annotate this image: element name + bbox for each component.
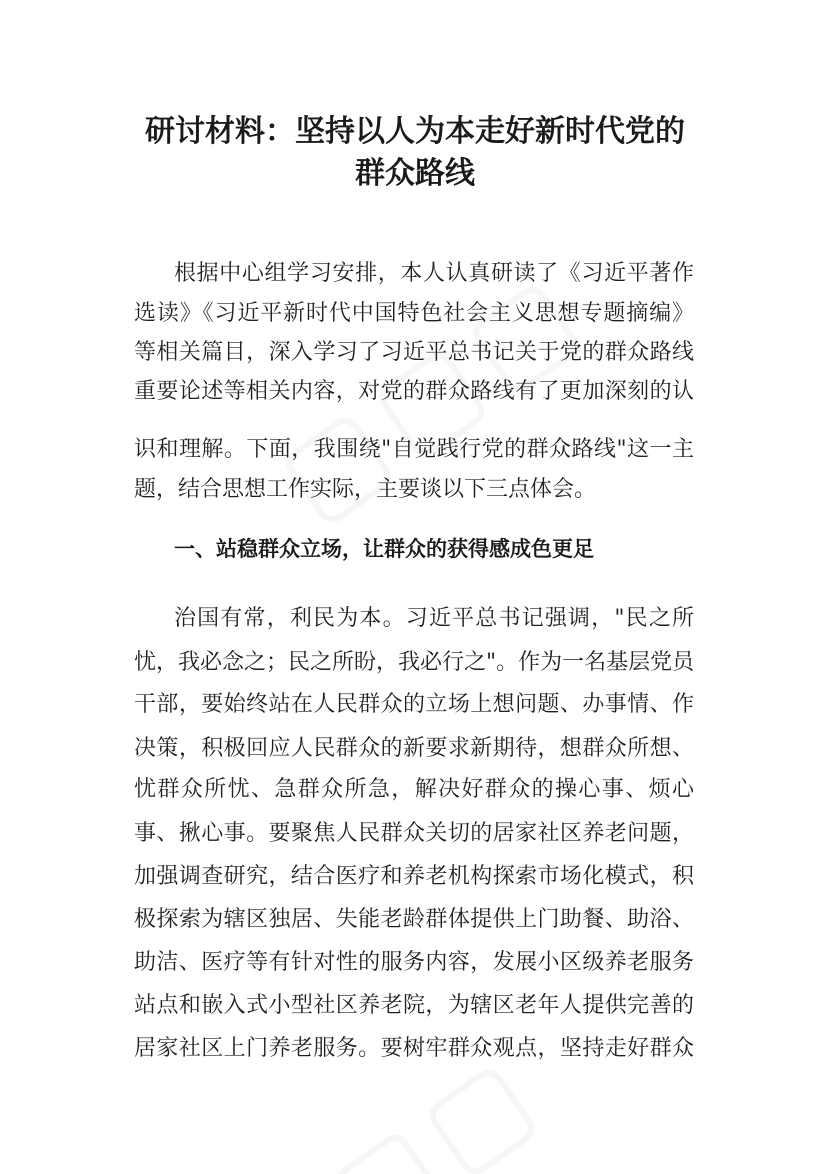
section-1-paragraph-line: 忧，我必念之；民之所盼，我必行之"。作为一名基层党员 <box>134 650 695 675</box>
section-1-paragraph-line: 决策，积极回应人民群众的新要求新期待，想群众所想、 <box>134 736 694 761</box>
intro-paragraph-line: 根据中心组学习安排，本人认真研读了《习近平著作 <box>174 261 694 286</box>
intro-paragraph-line: 题，结合思想工作实际，主要谈以下三点体会。 <box>134 477 597 502</box>
intro-paragraph-line: 选读》《习近平新时代中国特色社会主义思想专题摘编》 <box>134 301 694 326</box>
section-1-paragraph-line: 事、揪心事。要聚焦人民群众关切的居家社区养老问题， <box>134 821 694 846</box>
section-1-paragraph-line: 治国有常，利民为本。习近平总书记强调，"民之所 <box>174 606 694 631</box>
section-1-paragraph-line: 站点和嵌入式小型社区养老院，为辖区老年人提供完善的 <box>134 993 694 1018</box>
document-title-line-2: 群众路线 <box>355 156 475 191</box>
section-1-paragraph-line: 加强调查研究，结合医疗和养老机构探索市场化模式，积 <box>134 864 694 889</box>
intro-paragraph-line: 等相关篇目，深入学习了习近平总书记关于党的群众路线 <box>134 340 694 365</box>
section-1-paragraph-line: 助洁、医疗等有针对性的服务内容，发展小区级养老服务 <box>134 950 694 975</box>
section-1-paragraph-line: 极探索为辖区独居、失能老龄群体提供上门助餐、助浴、 <box>134 907 694 932</box>
section-1-paragraph-line: 干部，要始终站在人民群众的立场上想问题、办事情、作 <box>134 692 694 717</box>
document-title-line-1: 研讨材料：坚持以人为本走好新时代党的 <box>145 114 685 149</box>
intro-paragraph-line: 重要论述等相关内容，对党的群众路线有了更加深刻的认 <box>134 379 694 404</box>
intro-paragraph-line: 识和理解。下面，我围绕"自觉践行党的群众路线"这一主 <box>134 437 694 462</box>
section-1-heading: 一、站稳群众立场，让群众的获得感成色更足 <box>174 537 594 561</box>
section-1-paragraph-line: 忧群众所忧、急群众所急，解决好群众的操心事、烦心 <box>134 777 694 802</box>
section-1-paragraph-line: 居家社区上门养老服务。要树牢群众观点，坚持走好群众 <box>134 1036 694 1061</box>
